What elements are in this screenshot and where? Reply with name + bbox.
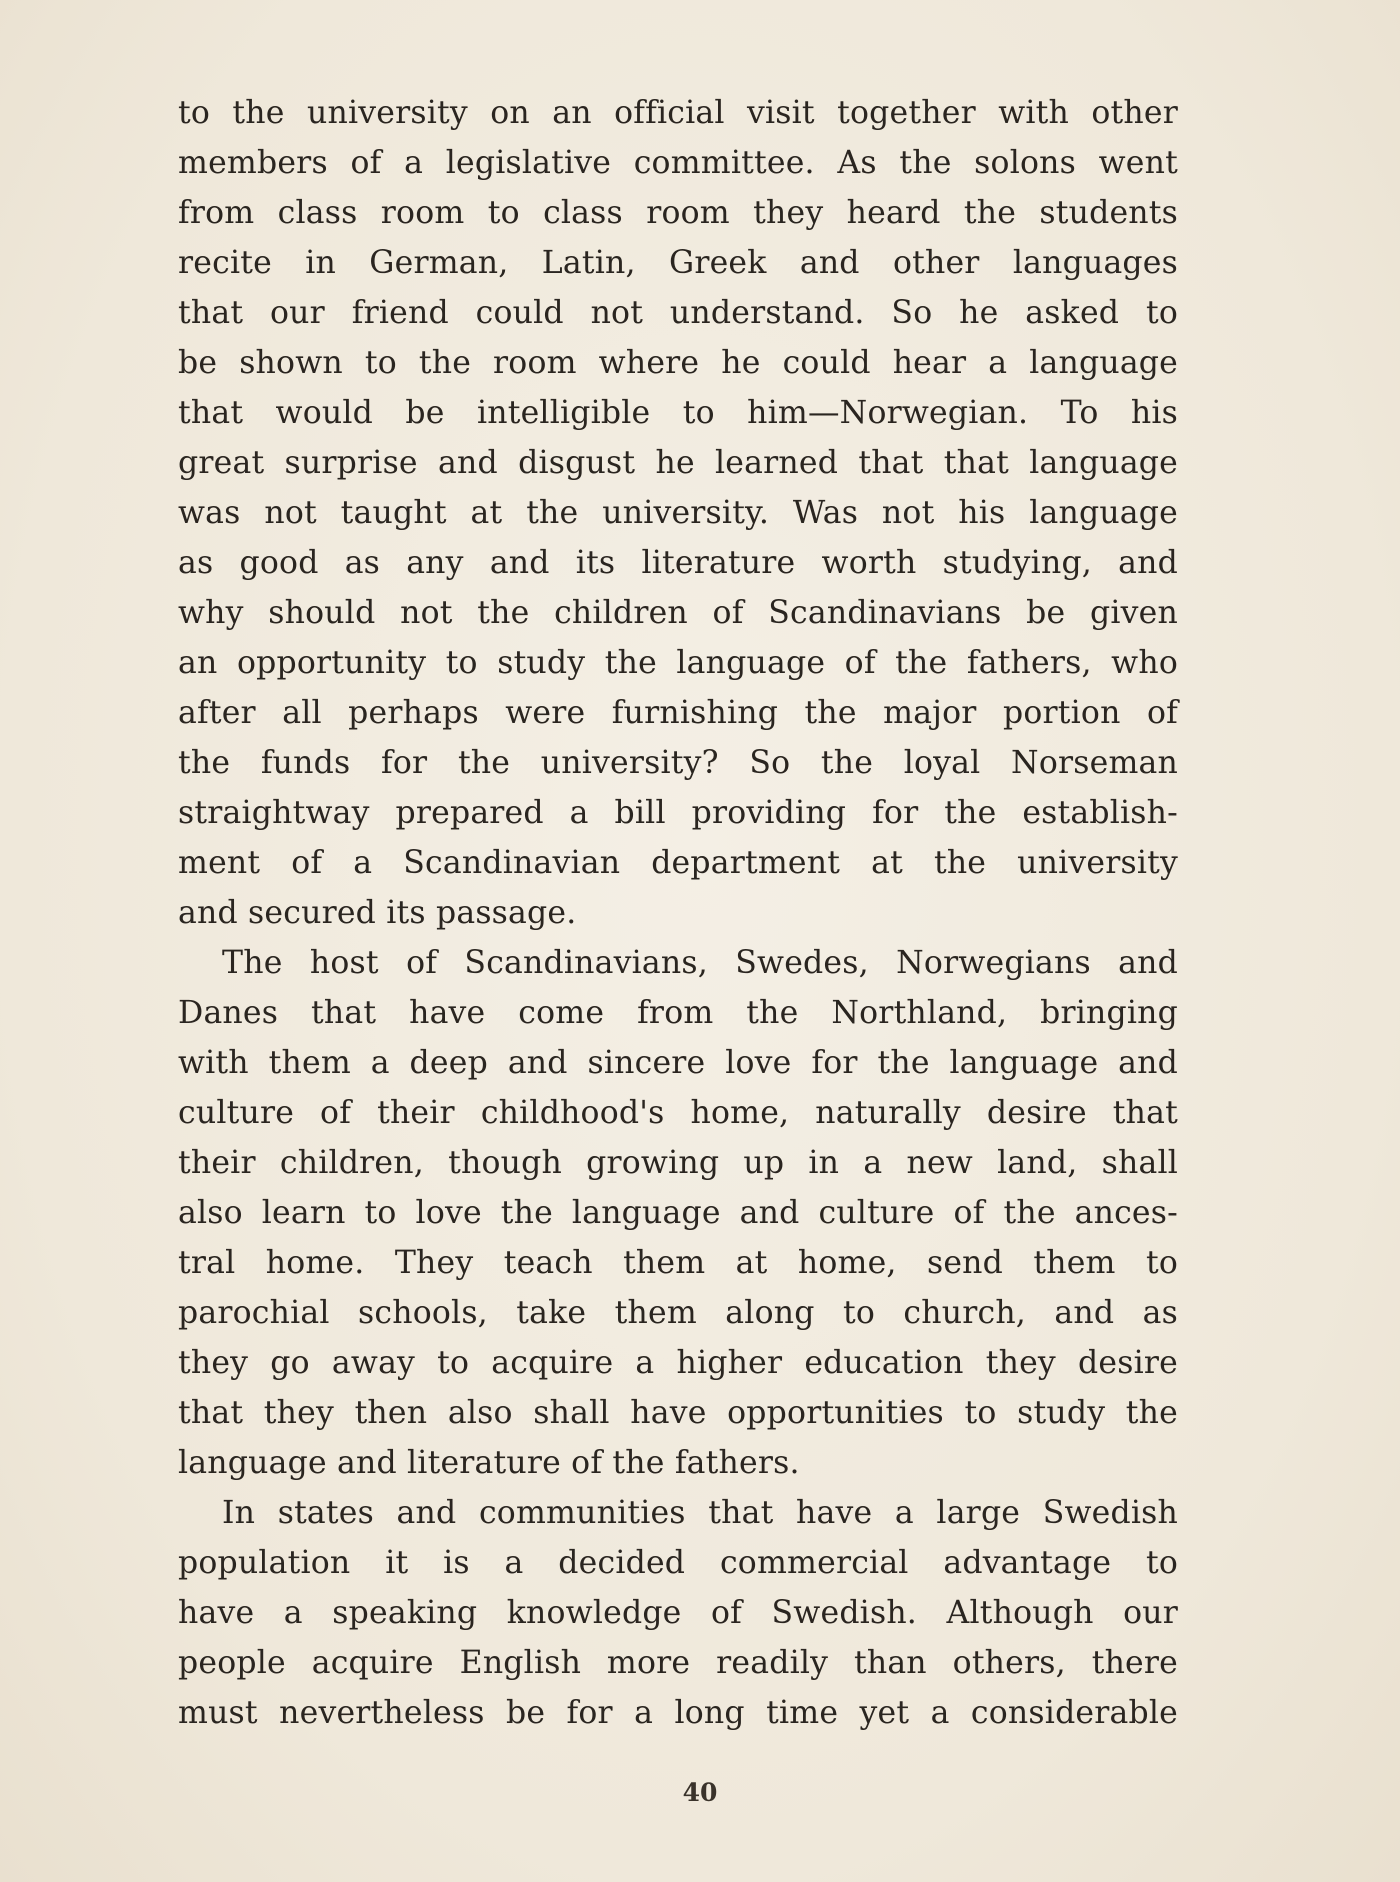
body-text [178, 88, 1178, 1738]
paragraph-end-line: language and literature of the fathers. [178, 1445, 800, 1481]
paragraph-start-line: The host of Scandinavians, Swedes, Norwegians and [222, 945, 1178, 981]
paragraph-end-line: and secured its passage. [178, 895, 577, 931]
text-line: great surprise and disgust he learned that that language [178, 445, 1178, 481]
text-line: with them a deep and sincere love for the language and [178, 1045, 1178, 1081]
text-line: that our friend could not understand. So he asked to [178, 295, 1178, 331]
text-line: ment of a Scandinavian department at the university [178, 845, 1178, 881]
text-line: population it is a decided commercial advantage to [178, 1545, 1178, 1581]
text-line: that they then also shall have opportunities to study the [178, 1395, 1178, 1431]
text-line: Danes that have come from the Northland, bringing [178, 995, 1178, 1031]
text-line: to the university on an official visit together with other [178, 95, 1178, 131]
text-line: members of a legislative committee. As the solons went [178, 145, 1178, 181]
page-number: 40 [682, 1778, 718, 1807]
text-line: was not taught at the university. Was not his language [178, 495, 1178, 531]
text-line: that would be intelligible to him—Norwegian. To his [178, 395, 1178, 431]
paragraph-start-line: In states and communities that have a large Swedish [222, 1495, 1178, 1531]
text-line: their children, though growing up in a new land, shall [178, 1145, 1178, 1181]
text-line: people acquire English more readily than others, there [178, 1645, 1178, 1681]
text-line: culture of their childhood's home, naturally desire that [178, 1095, 1178, 1131]
text-line: have a speaking knowledge of Swedish. Although our [178, 1595, 1178, 1631]
text-line: parochial schools, take them along to church, and as [178, 1295, 1178, 1331]
text-line: after all perhaps were furnishing the major portion of [178, 695, 1178, 731]
text-line: also learn to love the language and culture of the ances- [178, 1195, 1178, 1231]
text-line: recite in German, Latin, Greek and other languages [178, 245, 1178, 281]
text-line: from class room to class room they heard the students [178, 195, 1178, 231]
text-line: tral home. They teach them at home, send them to [178, 1245, 1178, 1281]
text-line: why should not the children of Scandinavians be given [178, 595, 1178, 631]
text-line: the funds for the university? So the loyal Norseman [178, 745, 1178, 781]
text-line: an opportunity to study the language of the fathers, who [178, 645, 1178, 681]
text-line: straightway prepared a bill providing for the establish- [178, 795, 1178, 831]
text-line: as good as any and its literature worth studying, and [178, 545, 1178, 581]
text-line: be shown to the room where he could hear a language [178, 345, 1178, 381]
text-line: they go away to acquire a higher education they desire [178, 1345, 1178, 1381]
text-line: must nevertheless be for a long time yet a considerable [178, 1695, 1178, 1731]
